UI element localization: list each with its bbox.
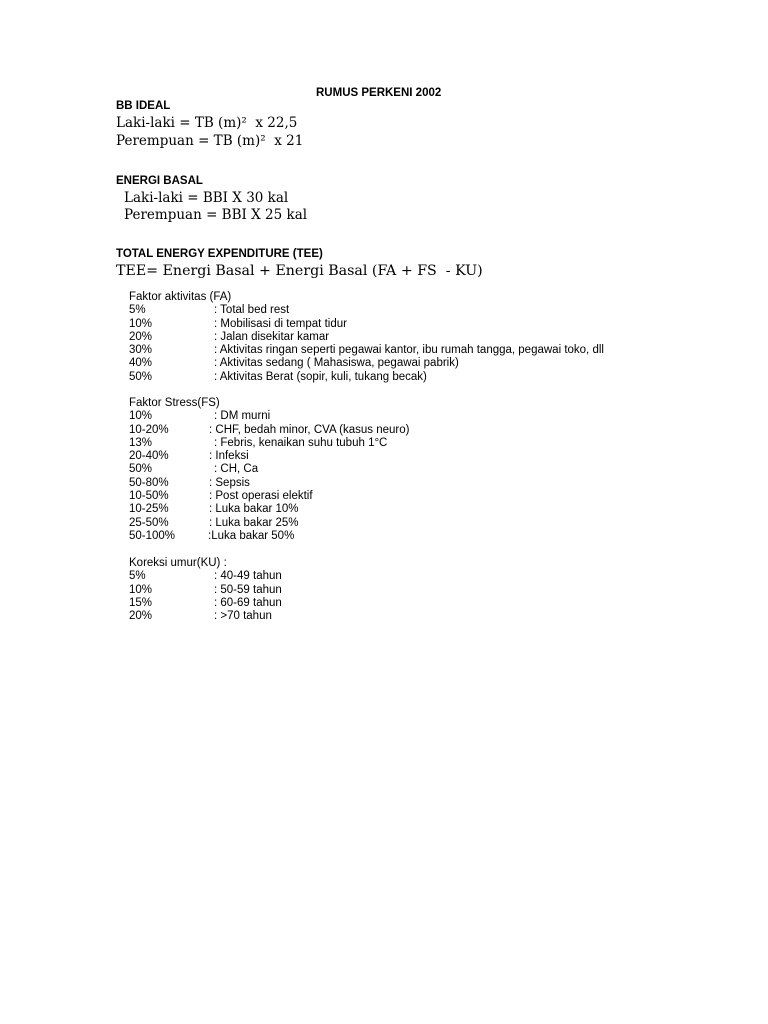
faktor-aktivitas-section <box>129 291 604 384</box>
faktor-stress-section <box>129 397 410 543</box>
list-item-desc: : Total bed rest <box>214 304 290 317</box>
list-item-pct: 10-20% <box>129 423 169 436</box>
list-item-desc: : 60-69 tahun <box>214 596 282 609</box>
list-item <box>129 529 295 543</box>
list-item-pct: 25-50% <box>129 516 169 529</box>
list-item-pct: 20-40% <box>129 450 169 463</box>
list-item <box>129 410 271 423</box>
list-item-desc: : Jalan disekitar kamar <box>214 330 330 343</box>
list-item-pct: 30% <box>129 344 153 357</box>
list-item-desc: : Aktivitas sedang ( Mahasiswa, pegawai pabrik) <box>214 357 459 370</box>
list-item-desc: : Aktivitas ringan seperti pegawai kantor, ibu rumah tangga, pegawai toko, dll <box>214 344 604 357</box>
list-item-desc: : 50-59 tahun <box>214 583 282 596</box>
tee-formula: TEE= Energi Basal + Energi Basal (FA + FS - KU) <box>116 263 483 279</box>
list-item-pct: 20% <box>129 610 153 623</box>
list-item-desc: : Mobilisasi di tempat tidur <box>214 317 347 330</box>
list-item-pct: 50-100% <box>129 529 176 542</box>
energi-basal-female-formula: Perempuan = BBI X 25 kal <box>124 207 308 223</box>
list-item-desc: : Luka bakar 10% <box>209 503 299 516</box>
list-item <box>129 450 249 463</box>
list-item <box>129 583 282 597</box>
energi-basal-male-formula: Laki-laki = BBI X 30 kal <box>124 190 289 206</box>
list-item <box>129 317 347 331</box>
list-item <box>129 463 259 476</box>
koreksi-umur-heading: Koreksi umur(KU) : <box>129 557 227 569</box>
list-item-pct: 10% <box>129 317 153 330</box>
list-item-desc: : CHF, bedah minor, CVA (kasus neuro) <box>209 423 410 436</box>
list-item-pct: 13% <box>129 436 153 449</box>
energi-basal-heading: ENERGI BASAL <box>116 175 203 187</box>
list-item-desc: : DM murni <box>214 410 271 423</box>
list-item-desc: : Sepsis <box>209 476 250 489</box>
list-item-desc: : >70 tahun <box>214 610 272 623</box>
list-item <box>129 570 282 583</box>
list-item-desc: : Febris, kenaikan suhu tubuh 1°C <box>214 436 388 449</box>
tee-heading: TOTAL ENERGY EXPENDITURE (TEE) <box>116 248 323 260</box>
list-item-desc: : Luka bakar 25% <box>209 516 299 529</box>
list-item-pct: 40% <box>129 357 153 370</box>
list-item <box>129 516 299 530</box>
list-item-desc: : Infeksi <box>209 450 249 463</box>
list-item-pct: 50% <box>129 370 153 383</box>
list-item <box>129 423 410 437</box>
list-item <box>129 344 604 357</box>
list-item <box>129 330 330 344</box>
list-item-pct: 20% <box>129 330 153 343</box>
list-item-pct: 10% <box>129 410 153 423</box>
list-item-pct: 15% <box>129 596 153 609</box>
list-item-desc: : Aktivitas Berat (sopir, kuli, tukang becak) <box>214 370 427 383</box>
faktor-aktivitas-heading: Faktor aktivitas (FA) <box>129 291 232 303</box>
list-item-pct: 10% <box>129 583 153 596</box>
list-item <box>129 436 388 450</box>
list-item <box>129 357 459 370</box>
list-item <box>129 370 427 384</box>
document-title: RUMUS PERKENI 2002 <box>316 87 442 99</box>
list-item-pct: 5% <box>129 304 146 317</box>
list-item-desc: :Luka bakar 50% <box>208 529 295 542</box>
list-item-desc: : 40-49 tahun <box>214 570 282 583</box>
list-item <box>129 476 250 490</box>
list-item-pct: 50-80% <box>129 476 169 489</box>
bb-ideal-male-formula: Laki-laki = TB (m)² x 22,5 <box>116 115 298 131</box>
list-item <box>129 503 299 516</box>
list-item <box>129 610 272 623</box>
list-item-desc: : Post operasi elektif <box>209 490 313 503</box>
list-item-pct: 10-25% <box>129 503 169 516</box>
list-item <box>129 596 282 610</box>
bb-ideal-heading: BB IDEAL <box>116 100 171 112</box>
list-item <box>129 304 290 317</box>
koreksi-umur-section <box>129 557 282 623</box>
list-item-desc: : CH, Ca <box>214 463 259 476</box>
faktor-stress-heading: Faktor Stress(FS) <box>129 397 220 409</box>
list-item-pct: 50% <box>129 463 153 476</box>
bb-ideal-female-formula: Perempuan = TB (m)² x 21 <box>116 133 304 149</box>
list-item <box>129 490 313 503</box>
list-item-pct: 10-50% <box>129 490 169 503</box>
list-item-pct: 5% <box>129 570 146 583</box>
